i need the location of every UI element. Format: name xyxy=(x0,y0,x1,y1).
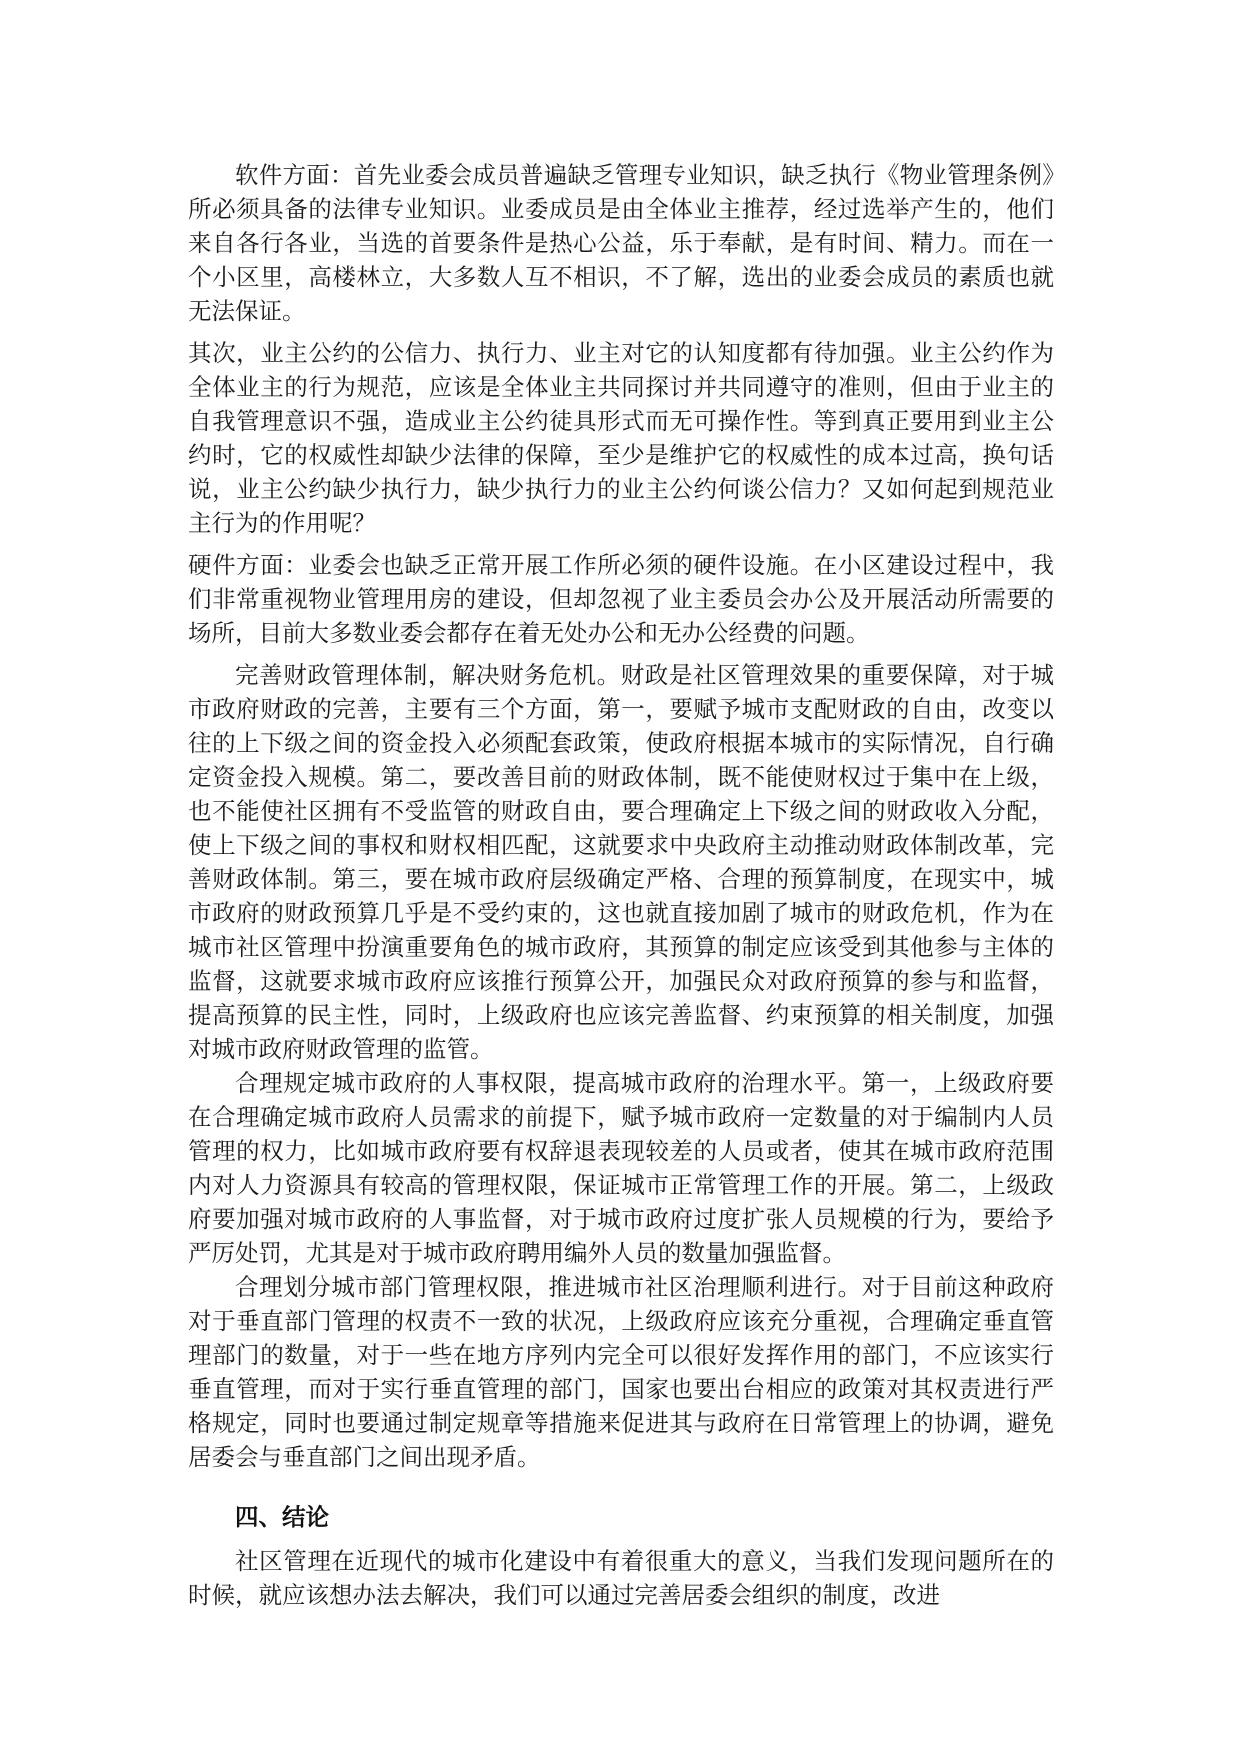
paragraph-owner-convention: 其次，业主公约的公信力、执行力、业主对它的认知度都有待加强。业主公约作为全体业主的行为规范，应该是全体业主共同探讨并共同遵守的准则，但由于业主的自我管理意识不强，造成业主公约徒具形式而无可操作性。等到真正要用到业主公约时，它的权威性却缺少法律的保障，至少是维护它的权威性的成本过高，换句话说，业主公约缺少执行力，缺少执行力的业主公约何谈公信力？又如何起到规范业主行为的作用呢？ xyxy=(188,339,1054,537)
section-heading-conclusion: 四、结论 xyxy=(235,1503,329,1531)
paragraph-personnel-authority: 合理规定城市政府的人事权限，提高城市政府的治理水平。第一，上级政府要在合理确定城市政府人员需求的前提下，赋予城市政府一定数量的对于编制内人员管理的权力，比如城市政府要有权辞退表现较差的人员或者，使其在城市政府范围内对人力资源具有较高的管理权限，保证城市正常管理工作的开展。第二，上级政府要加强对城市政府的人事监督，对于城市政府过度扩张人员规模的行为，要给予严厉处罚，尤其是对于城市政府聘用编外人员的数量加强监督。 xyxy=(188,1069,1054,1267)
paragraph-fiscal-management: 完善财政管理体制，解决财务危机。财政是社区管理效果的重要保障，对于城市政府财政的完善，主要有三个方面，第一，要赋予城市支配财政的自由，改变以往的上下级之间的资金投入必须配套政策，使政府根据本城市的实际情况，自行确定资金投入规模。第二，要改善目前的财政体制，既不能使财权过于集中在上级，也不能使社区拥有不受监管的财政自由，要合理确定上下级之间的财政收入分配，使上下级之间的事权和财权相匹配，这就要求中央政府主动推动财政体制改革，完善财政体制。第三，要在城市政府层级确定严格、合理的预算制度，在现实中，城市政府的财政预算几乎是不受约束的，这也就直接加剧了城市的财政危机，作为在城市社区管理中扮演重要角色的城市政府，其预算的制定应该受到其他参与主体的监督，这就要求城市政府应该推行预算公开，加强民众对政府预算的参与和监督，提高预算的民主性，同时，上级政府也应该完善监督、约束预算的相关制度，加强对城市政府财政管理的监管。 xyxy=(188,661,1054,1063)
document-body xyxy=(188,158,1054,1620)
paragraph-conclusion: 社区管理在近现代的城市化建设中有着很重大的意义，当我们发现问题所在的时候，就应该想办法去解决，我们可以通过完善居委会组织的制度，改进 xyxy=(188,1547,1054,1609)
paragraph-department-authority: 合理划分城市部门管理权限，推进城市社区治理顺利进行。对于目前这种政府对于垂直部门管理的权责不一致的状况，上级政府应该充分重视，合理确定垂直管理部门的数量，对于一些在地方序列内完全可以很好发挥作用的部门，不应该实行垂直管理，而对于实行垂直管理的部门，国家也要出台相应的政策对其权责进行严格规定，同时也要通过制定规章等措施来促进其与政府在日常管理上的协调，避免居委会与垂直部门之间出现矛盾。 xyxy=(188,1273,1054,1471)
paragraph-software-aspect: 软件方面：首先业委会成员普遍缺乏管理专业知识，缺乏执行《物业管理条例》所必须具备的法律专业知识。业委成员是由全体业主推荐，经过选举产生的，他们来自各行各业，当选的首要条件是热心公益，乐于奉献，是有时间、精力。而在一个小区里，高楼林立，大多数人互不相识，不了解，选出的业委会成员的素质也就无法保证。 xyxy=(188,161,1054,325)
paragraph-hardware-aspect: 硬件方面：业委会也缺乏正常开展工作所必须的硬件设施。在小区建设过程中，我们非常重视物业管理用房的建设，但却忽视了业主委员会办公及开展活动所需要的场所，目前大多数业委会都存在着无处办公和无办公经费的问题。 xyxy=(188,551,1054,647)
